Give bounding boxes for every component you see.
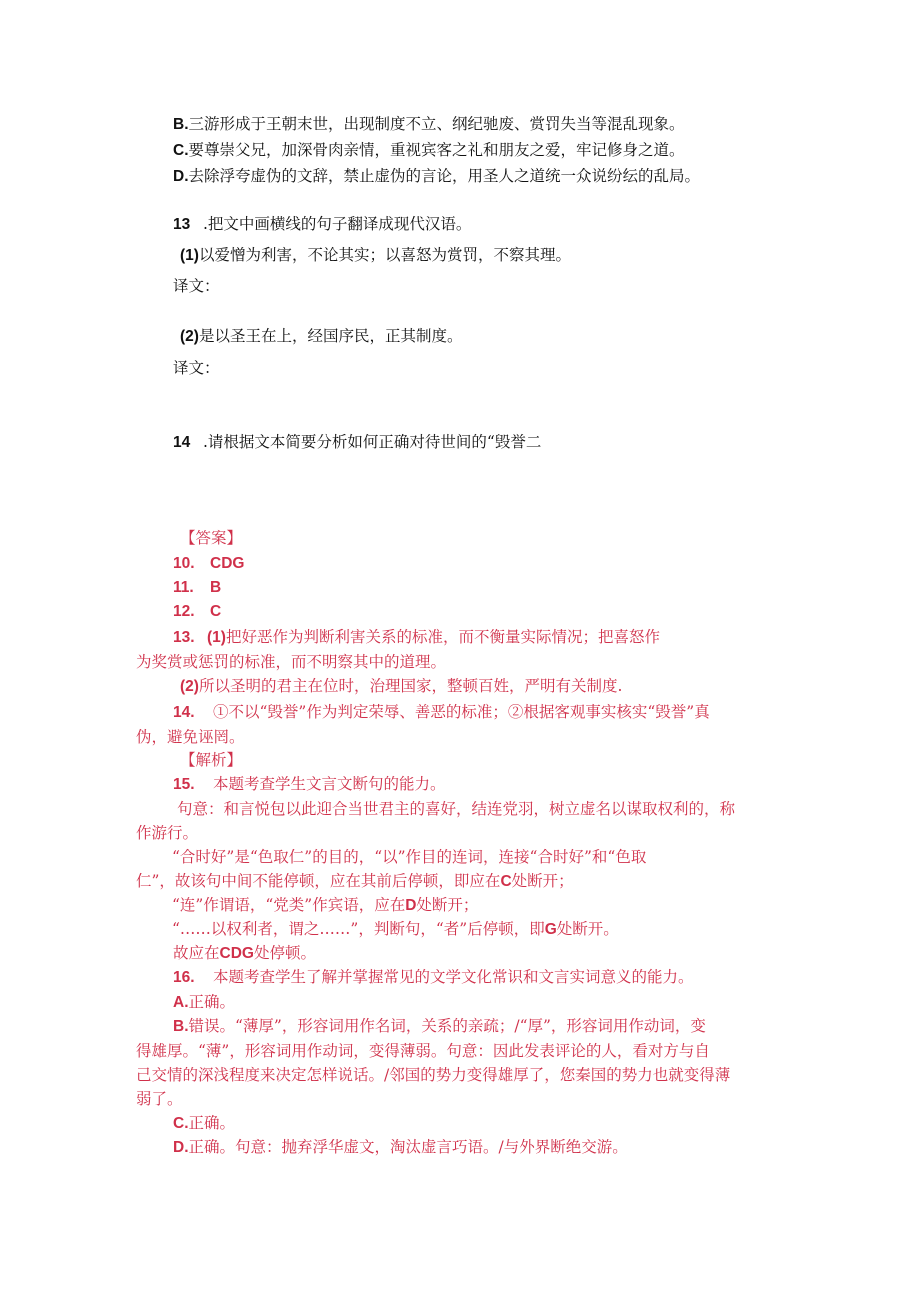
option-text: 三游形成于王朝末世，出现制度不立、纲纪驰废、赏罚失当等混乱现象。 [188, 115, 685, 133]
answer-text: ①不以“毁誉”作为判定荣辱、善恶的标准；②根据客观事实核实“毁誉”真 [213, 703, 710, 721]
analysis-15-p3 [172, 895, 478, 916]
answer-13-line-2: 为奖赏或惩罚的标准，而不明察其中的道理。 [136, 653, 447, 671]
option-letter: B. [173, 116, 189, 133]
question-number: 14 [173, 434, 191, 451]
sub-number: (2) [180, 678, 199, 695]
answer-number: 12. [173, 603, 195, 620]
analysis-text: 仁”，故该句中间不能停顿，应在其前后停顿，即应在 [136, 872, 501, 890]
analysis-16 [173, 967, 694, 988]
analysis-15-p4 [172, 919, 619, 940]
option-d [173, 166, 700, 187]
analysis-text: 正确。 [188, 1114, 236, 1132]
analysis-text: “……以权利者，谓之……”，判断句，“者”后停顿，即 [172, 920, 545, 938]
break-letter: CDG [219, 945, 254, 962]
break-letter: C [500, 873, 512, 890]
sub-number: (1) [207, 629, 226, 646]
answer-13-line-3 [180, 676, 622, 697]
analysis-16-b-line-2: 得雄厚。“薄”，形容词用作动词，变得薄弱。句意：因此发表评论的人，看对方与自 [136, 1042, 710, 1060]
sub-number: (2) [180, 328, 199, 345]
analysis-15-meaning-line-2: 作游行。 [136, 824, 199, 842]
analysis-16-c [173, 1113, 235, 1134]
option-letter: B. [173, 1018, 189, 1035]
question-13-sentence-1 [180, 245, 571, 266]
option-text: 去除浮夸虚伪的文辞，禁止虚伪的言论，用圣人之道统一众说纷纭的乱局。 [188, 167, 701, 185]
answer-number: 11. [173, 579, 194, 596]
translation-label: 译文： [173, 359, 220, 377]
option-letter: A. [173, 994, 189, 1011]
answer-text: 把好恶作为判断利害关系的标准，而不衡量实际情况；把喜怒作 [225, 628, 660, 646]
analysis-text: 本题考查学生了解并掌握常见的文学文化常识和文言实词意义的能力。 [213, 968, 694, 986]
answer-13-line-1 [173, 627, 660, 648]
break-letter: G [544, 921, 557, 938]
answer-11 [173, 577, 221, 598]
analysis-text: 错误。“薄厚”，形容词用作名词，关系的亲疏；/“厚”，形容词用作动词，变 [188, 1017, 706, 1035]
analysis-16-d [173, 1137, 628, 1158]
analysis-16-a [173, 992, 235, 1013]
analysis-text: 处断开； [416, 896, 479, 914]
answer-value: CDG [210, 555, 245, 572]
answer-number: 13. [173, 629, 195, 646]
option-c [173, 140, 685, 161]
analysis-header: 【解析】 [180, 751, 243, 769]
answer-number: 10. [173, 555, 195, 572]
analysis-15-p5 [173, 943, 316, 964]
answer-number: 15. [173, 776, 195, 793]
question-13 [173, 214, 471, 235]
answer-header: 【答案】 [180, 529, 243, 547]
question-text: .请根据文本简要分析如何正确对待世间的“毁誉二 [203, 433, 542, 451]
option-letter: C. [173, 142, 189, 159]
analysis-15-p2-line-1: “合时好”是“色取仁”的目的，“以”作目的连词，连接“合时好”和“色取 [172, 848, 647, 866]
answer-number: 14. [173, 704, 195, 721]
sentence-text: 以爱憎为利害，不论其实；以喜怒为赏罚，不察其理。 [198, 246, 571, 264]
answer-14-line-2: 伪，避免诬罔。 [136, 728, 245, 746]
sub-number: (1) [180, 247, 199, 264]
analysis-16-b-line-3: 己交情的深浅程度来决定怎样说话。/邻国的势力变得雄厚了，您秦国的势力也就变得薄 [136, 1066, 731, 1084]
analysis-text: 本题考查学生文言文断句的能力。 [213, 775, 446, 793]
sentence-text: 是以圣王在上，经国序民，正其制度。 [198, 327, 463, 345]
question-14 [173, 432, 541, 453]
question-number: 13 [173, 216, 191, 233]
analysis-text: 处断开。 [556, 920, 619, 938]
option-letter: D. [173, 1139, 189, 1156]
analysis-text: 处停顿。 [253, 944, 316, 962]
analysis-16-b-line-1 [173, 1016, 706, 1037]
analysis-text: 处断开； [511, 872, 574, 890]
answer-12 [173, 601, 221, 622]
analysis-text: 正确。 [188, 993, 236, 1011]
answer-14-line-1 [173, 702, 710, 723]
analysis-text: 正确。句意：抛弃浮华虚文，淘汰虚言巧语。/与外界断绝交游。 [188, 1138, 628, 1156]
answer-value: B [210, 579, 222, 596]
answer-number: 16. [173, 969, 195, 986]
option-letter: D. [173, 168, 189, 185]
option-letter: C. [173, 1115, 189, 1132]
question-text: .把文中画横线的句子翻译成现代汉语。 [203, 215, 472, 233]
answer-10 [173, 553, 244, 574]
analysis-text: 故应在 [173, 944, 220, 962]
option-b [173, 114, 685, 135]
analysis-16-b-line-4: 弱了。 [136, 1090, 183, 1108]
translation-label: 译文： [173, 277, 220, 295]
answer-value: C [210, 603, 222, 620]
answer-text: 所以圣明的君主在位时，治理国家，整顿百姓，严明有关制度. [198, 677, 623, 695]
analysis-15-p2-line-2 [136, 871, 574, 892]
analysis-15 [173, 774, 446, 795]
option-text: 要尊崇父兄，加深骨肉亲情，重视宾客之礼和朋友之爱，牢记修身之道。 [188, 141, 685, 159]
analysis-text: “连”作谓语，“党类”作宾语，应在 [172, 896, 406, 914]
analysis-15-meaning-line-1: 句意：和言悦包以此迎合当世君主的喜好，结连党羽，树立虚名以谋取权利的，称 [177, 800, 736, 818]
question-13-sentence-2 [180, 326, 462, 347]
break-letter: D [405, 897, 417, 914]
